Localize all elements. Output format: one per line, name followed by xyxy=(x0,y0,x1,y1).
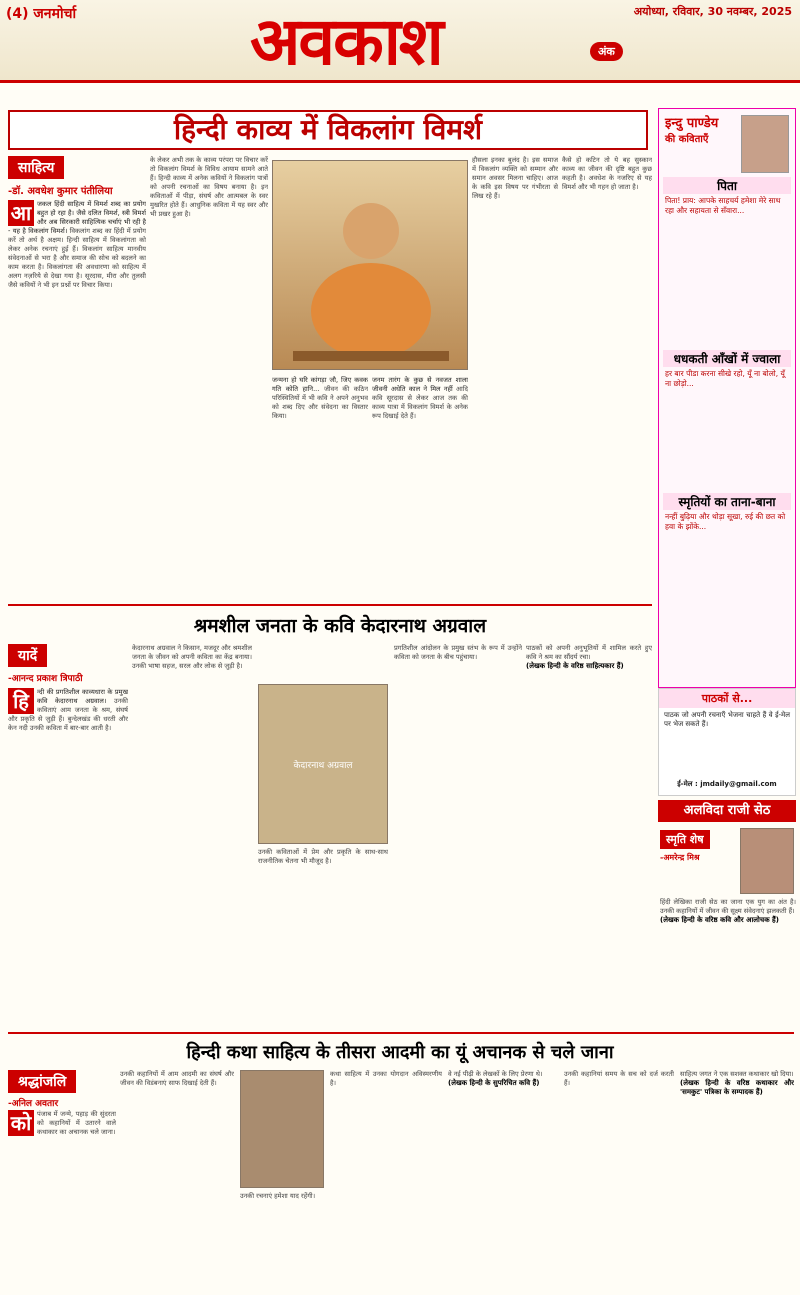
middle-column-5: पाठकों को अपनी अनुभूतियों में शामिल करते हुए कवि ने श्रम का सौंदर्य रचा। (लेखक हिन्दी के वरिष्ठ साहित्यकार हैं) xyxy=(526,644,652,670)
obit-section-tag: स्मृति शेष xyxy=(660,830,710,849)
middle-section xyxy=(8,644,128,684)
poem-title: धधकती आँखों में ज्वाला xyxy=(663,350,791,367)
author-photo-bottom xyxy=(240,1070,324,1188)
top-byline: -डॉ. अवधेश कुमार पंतीलिया xyxy=(8,186,113,197)
middle-column-1: हि न्दी की प्रगतिशील काव्यधारा के प्रमुख कवि केदारनाथ अग्रवाल। उनकी कविताएं आम जनता के श्रम, संघर्ष और प्रकृति से जुड़ी हैं। बुन्देलखंड की धरती और केन नदी उनकी कविता में बार-बार आती है। xyxy=(8,688,128,732)
bottom-column-7: साहित्य जगत ने एक सशक्त कथाकार खो दिया। (लेखक हिन्दी के वरिष्ठ कथाकार और 'समकुट' पत्रिका के सम्पादक हैं) xyxy=(680,1070,794,1096)
dateline: अयोध्या, रविवार, 30 नवम्बर, 2025 xyxy=(633,5,792,18)
top-headline-banner xyxy=(8,110,648,150)
bottom-column-4: कथा साहित्य में उनका योगदान अविस्मरणीय है। xyxy=(330,1070,442,1087)
bottom-credit: (लेखक हिन्दी के सुपरिचित कवि हैं) xyxy=(448,1079,540,1087)
middle-section-tag: यादें xyxy=(8,644,47,667)
poem-title: स्मृतियों का ताना-बाना xyxy=(663,493,791,510)
header-rule xyxy=(0,80,800,83)
side-subtitle: की कविताएँ xyxy=(665,134,709,145)
sage-figure-icon xyxy=(273,161,469,371)
obit-credit: (लेखक हिन्दी के वरिष्ठ कवि और आलोचक हैं) xyxy=(660,916,779,924)
readers-text: पाठक जो अपनी रचनाएँ भेजना चाहते हैं वे ई-मेल पर भेज सकते हैं। xyxy=(664,711,790,728)
bottom-byline: -अनिल अवतार xyxy=(8,1099,59,1109)
top-section xyxy=(8,156,146,197)
middle-lead: न्दी की प्रगतिशील काव्यधारा के प्रमुख कवि केदारनाथ अग्रवाल। xyxy=(37,688,128,705)
poem-text: हर बार पीडा करना सीखे रहो, यूँ ना बोलो, यूँ ना छोड़ो... xyxy=(665,369,788,388)
top-body-1: विकलांग शब्द का हिंदी में प्रयोग करें तो अर्थ है अक्षम। हिन्दी साहित्य में विकलांगता को लेकर अनेक रचनाएं हुई हैं। विकलांग साहित्य मानवीय संवेदनाओं से भरा है और समाज की सोच को बदलने का काम करता है। विकलांगता की अवधारणा को साहित्य में अलग नज़रिये से देखा गया है। सूरदास, मीरा और तुलसी जैसे कवियों ने भी इन प्रश्नों पर विचार किया। xyxy=(8,227,146,289)
top-column-6: कैसे हो कटिन तो ये बह सुस्कान काव्य का जीवन की दृष्टि बहुत कुछ कहती है। अवधेश के नजरिए से यह विमर्श और भी गहन हो जाता है। xyxy=(562,156,652,191)
bottom-column-2: उनकी कहानियों में आम आदमी का संघर्ष और जीवन की विडंबनाएं साफ दिखाई देती हैं। xyxy=(120,1070,234,1087)
top-column-2: के लेकर अभी तक के काव्य परंपरा पर विचार करें तो विकलांग विमर्श के विविध आयाम सामने आते हैं। हिन्दी काव्य में अनेक कवियों ने विकलांग पात्रों को अपनी रचनाओं का विषय बनाया है। इन कविताओं में पीड़ा, संघर्ष और आत्मबल के स्वर मुखरित होते हैं। आधुनिक कविता में यह स्वर और भी प्रखर हुआ है। xyxy=(150,156,268,218)
kedarnath-photo: केदारनाथ अग्रवाल xyxy=(258,684,388,844)
bottom-drop-letter: को xyxy=(8,1110,34,1136)
bottom-column-5: वे नई पीढ़ी के लेखकों के लिए प्रेरणा थे। (लेखक हिन्दी के सुपरिचित कवि हैं) xyxy=(448,1070,543,1087)
author-photo xyxy=(741,115,789,173)
middle-byline: -आनन्द प्रकाश त्रिपाठी xyxy=(8,674,83,684)
top-column-3: जन्मना हो घरि कांगड़ा जौ, जिए कवक गति कोति हानि... जीवन की कठिन परिस्थितियों में भी कवि ने अपने अनुभव को शब्द दिए और संवेदना का विस्तार किया। xyxy=(272,376,368,420)
top-section-tag: साहित्य xyxy=(8,156,64,179)
middle-headline: श्रमशील जनता के कवि केदारनाथ अग्रवाल xyxy=(193,615,487,637)
poem-text: पिता! प्राय: आपके साहचर्य हमेशा मेरे साथ रहा और सहायता से सँवारा... xyxy=(665,196,783,215)
section-divider xyxy=(8,1032,794,1034)
top-drop-letter: आ xyxy=(8,200,34,226)
top-column-5: हौसला इनका बुलंद है। इस समाज में विकलांग व्यक्ति को सम्मान और समान अवसर मिलना चाहिए। आज के कवि इस विषय पर गंभीरता से लिख रहे हैं। xyxy=(472,156,558,200)
middle-drop-letter: हि xyxy=(8,688,34,714)
middle-column-4: प्रगतिशील आंदोलन के प्रमुख स्तंभ के रूप में उन्होंने कविता को जनता के बीच पहुंचाया। xyxy=(394,644,522,661)
bottom-section-tag: श्रद्धांजलि xyxy=(8,1070,76,1093)
bottom-column-1: को पंजाब में जन्मे, पहाड़ की सुंदरता को कहानियों में उतारने वाले कथाकार का अचानक चले जाना। xyxy=(8,1110,116,1290)
bottom-column-6: उनकी कहानियां समय के सच को दर्ज करती हैं। xyxy=(564,1070,674,1087)
top-poem-snippet: जनम तारंग के कुछ से नवजत शाला जीवनी अधेति काल ने मिल नहीं xyxy=(372,376,468,393)
side-poems-box xyxy=(658,108,796,688)
masthead-title: अवकाश xyxy=(250,2,442,80)
obit-section xyxy=(660,828,730,863)
middle-column-2: केदारनाथ अग्रवाल ने किसान, मजदूर और श्रमशील जनता के जीवन को अपनी कविता का केंद्र बनाया। उनकी भाषा सहज, सरल और लोक से जुड़ी है। xyxy=(132,644,252,670)
bottom-credit-2: (लेखक हिन्दी के वरिष्ठ कथाकार और 'समकुट' पत्रिका के सम्पादक हैं) xyxy=(680,1079,794,1096)
top-headline: हिन्दी काव्य में विकलांग विमर्श xyxy=(173,113,483,146)
side-title: इन्दु पाण्डेय xyxy=(665,116,719,131)
middle-credit: (लेखक हिन्दी के वरिष्ठ साहित्यकार हैं) xyxy=(526,662,624,670)
obit-headline: अलविदा राजी सेठ xyxy=(658,800,796,822)
poem-title: पिता xyxy=(663,177,791,194)
page-section-label: (4) जनमोर्चा xyxy=(6,6,77,22)
section-divider xyxy=(8,604,652,606)
readers-title: पाठकों से... xyxy=(659,689,795,708)
masthead-tag: अंक xyxy=(590,42,623,61)
top-column-1 xyxy=(8,200,146,600)
obit-photo xyxy=(740,828,794,894)
obit-byline: -अमरेन्द्र मिश्र xyxy=(660,853,700,862)
middle-column-3: उनकी कविताओं में प्रेम और प्रकृति के साथ-साथ राजनीतिक चेतना भी मौजूद है। xyxy=(258,848,388,865)
top-lead: जकल हिंदी साहित्य में विमर्श शब्द का प्रयोग बहुत हो रहा है। जैसे दलित विमर्श, स्त्री विमर्श और अब सिरकारी साहित्यिक चर्चाएं भी रही है - यह है विकलांग विमर्श। xyxy=(8,200,146,235)
readers-box xyxy=(658,688,796,796)
bottom-column-3: उनकी रचनाएं हमेशा याद रहेंगी। xyxy=(240,1192,316,1200)
bottom-headline: हिन्दी कथा साहित्य के तीसरा आदमी का यूं अचानक से चले जाना xyxy=(186,1042,614,1063)
readers-email: ई-मेल : jmdaily@gmail.com xyxy=(677,780,777,788)
top-caption: जन्मना हो घरि कांगड़ा जौ, जिए कवक गति कोति हानि... xyxy=(272,376,368,393)
obit-text: हिंदी लेखिका राजी सेठ का जाना एक युग का अंत है। उनकी कहानियों में जीवन की सूक्ष्म संवेदनाएं झलकती हैं। (लेखक हिन्दी के वरिष्ठ कवि और आलोचक हैं) xyxy=(660,898,796,924)
top-column-4: जनम तारंग के कुछ से नवजत शाला जीवनी अधेति काल ने मिल नहीं आदि कवि सूरदास से लेकर आज तक की काव्य यात्रा में विकलांग विमर्श के अनेक रूप दिखाई देते हैं। xyxy=(372,376,468,420)
saint-illustration xyxy=(272,160,468,370)
poem-text: नन्हीं बुढ़िया और थोड़ा सूखा, रुई की छत को हवा के झोंके... xyxy=(665,512,788,531)
bottom-section xyxy=(8,1070,116,1109)
